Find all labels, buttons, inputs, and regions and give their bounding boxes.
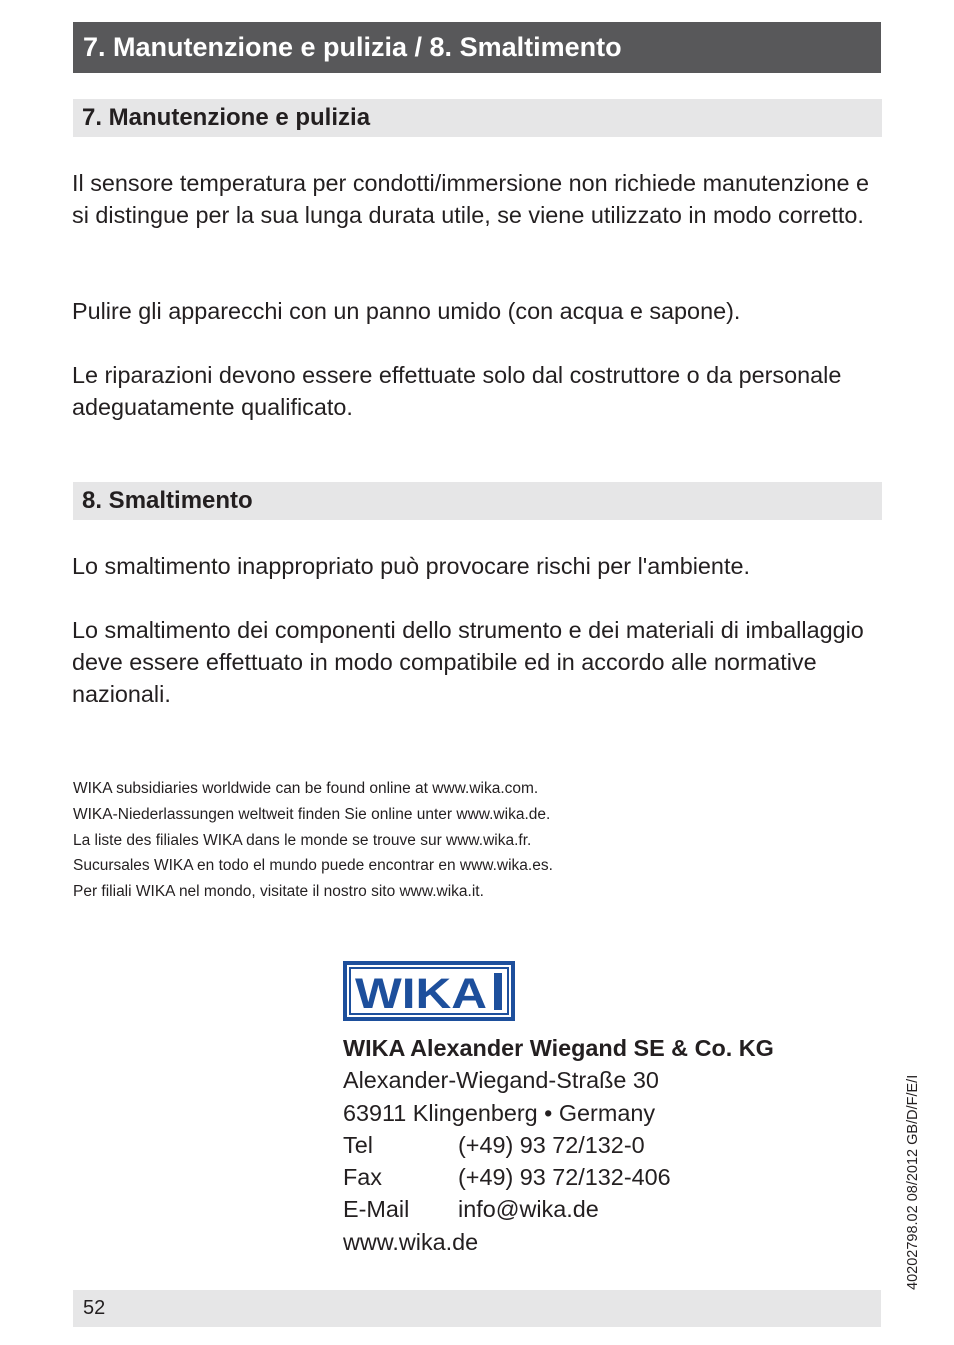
list-item: WIKA-Niederlassungen weltweit finden Sie online unter www.wika.de. <box>73 805 551 823</box>
svg-text:WIKA: WIKA <box>355 970 487 1018</box>
paragraph-disposal-rules: Lo smaltimento dei componenti dello strumento e dei materiali di imballaggio deve essere effettuato in modo compatibile ed in accordo alle normative nazionali. <box>72 617 864 707</box>
list-item: WIKA subsidiaries worldwide can be found online at www.wika.com. <box>73 780 539 797</box>
company-city: 63911 Klingenberg • Germany <box>343 1099 656 1126</box>
footer-bar <box>73 1290 881 1327</box>
paragraph-maintenance-intro: Il sensore temperatura per condotti/immersione non richiede manutenzione e si distingue per la sua lunga durata utile, se viene utilizzato in modo corretto. <box>72 170 870 228</box>
paragraph-disposal-risk: Lo smaltimento inappropriato può provocare rischi per l'ambiente. <box>72 553 750 579</box>
subsidiaries-list <box>73 776 773 905</box>
company-address <box>343 1032 863 1258</box>
company-tel <box>343 1129 863 1161</box>
company-name: WIKA Alexander Wiegand SE & Co. KG <box>343 1035 774 1061</box>
section-heading-maintenance: 7. Manutenzione e pulizia <box>73 99 882 137</box>
fax-label: Fax <box>343 1164 382 1191</box>
list-item: La liste des filiales WIKA dans le monde se trouve sur www.wika.fr. <box>73 831 532 849</box>
list-item: Per filiali WIKA nel mondo, visitate il nostro sito www.wika.it. <box>73 883 484 901</box>
wika-logo <box>343 961 515 1026</box>
page-number: 52 <box>83 1297 106 1319</box>
company-fax <box>343 1161 863 1193</box>
paragraph-repairs: Le riparazioni devono essere effettuate solo dal costruttore o da personale adeguatamente qualificato. <box>72 362 842 420</box>
email-value: info@wika.de <box>458 1196 599 1223</box>
company-website: www.wika.de <box>343 1228 479 1255</box>
document-code: 40202798.02 08/2012 GB/D/F/E/I <box>905 1074 921 1290</box>
email-label: E-Mail <box>343 1196 410 1223</box>
list-item: Sucursales WIKA en todo el mundo puede encontrar en www.wika.es. <box>73 857 553 875</box>
tel-value: (+49) 93 72/132-0 <box>458 1131 645 1158</box>
company-street: Alexander-Wiegand-Straße 30 <box>343 1067 659 1094</box>
paragraph-cleaning: Pulire gli apparecchi con un panno umido (con acqua e sapone). <box>72 298 741 324</box>
fax-value: (+49) 93 72/132-406 <box>458 1164 671 1191</box>
company-email <box>343 1193 863 1225</box>
page-title: 7. Manutenzione e pulizia / 8. Smaltimento <box>73 22 881 73</box>
tel-label: Tel <box>343 1131 373 1158</box>
section-heading-disposal: 8. Smaltimento <box>73 482 882 520</box>
